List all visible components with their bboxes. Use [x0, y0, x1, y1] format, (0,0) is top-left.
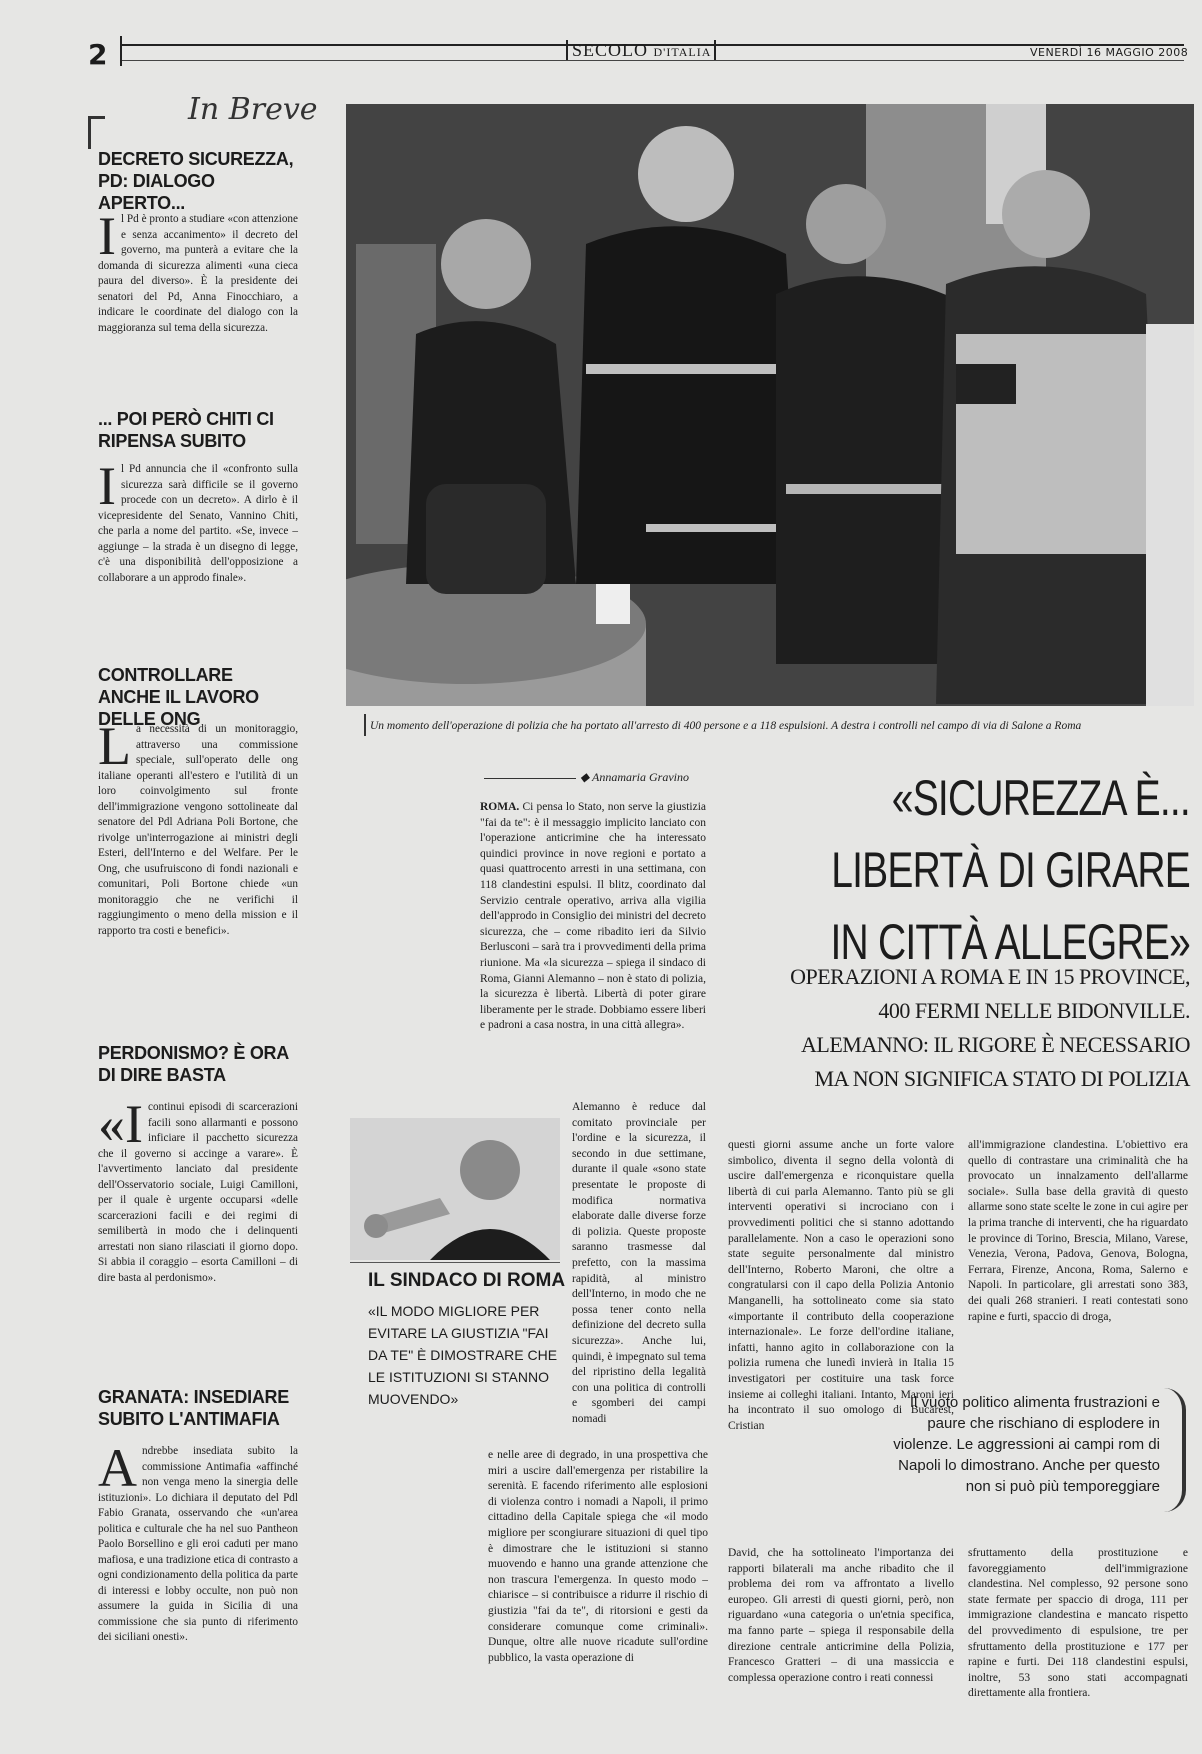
- subhead-line-3: ALEMANNO: IL RIGORE È NECESSARIO: [801, 1032, 1190, 1057]
- headline-line-3: IN CITTÀ ALLEGRE»: [830, 914, 1190, 970]
- brief-text-5: ndrebbe insediata subito la commissione Antimafia «affinché non venga meno la sinergia delle istituzioni». Lo dichiara il deputato del Pdl Fabio Granata, osservando che «un'area politica e culturale che ha nel suo Pantheon Paolo Borsellino e gli eroi caduti per mano mafiosa, e una tradizione etica di contrasto a ogni condizionamento della politica da parte di interessi e lobby occulte, non può non assumere la guida in Sicilia di una commissione che sia punto di riferimento dei siciliani onesti».: [98, 1445, 298, 1643]
- article-col-2-text-a: questi giorni assume anche un forte valore simbolico, diventa il segno della volontà di uscire dall'emergenza e riconquistare quella libertà di cui parla Alemanno. Tanto più se gli interventi operativi si incrociano con i provvedimenti politici che si stanno adottando parallelamente. Non a caso le operazioni sono state seguite personalmente dal ministro dell'Interno, Roberto Maroni, che oltre a congratularsi con il capo della Polizia Antonio Manganelli, ha sottolineato come sia stato «importante il contributo della cooperazione internazionale». Le forze dell'ordine italiane, infatti, hanno agito in collaborazione con la polizia rumena che lunedì invierà in Italia 15 investigatori per costituire una task force insieme ai colleghi italiani. Intanto, Maroni ieri ha incontrato il suo omologo di Bucarest, Cristian: [728, 1139, 954, 1432]
- main-news-photo: [346, 104, 1194, 706]
- paper-name: SECOLO: [572, 40, 649, 60]
- brief-dropcap-4: «I: [98, 1094, 143, 1154]
- byline-rule: [484, 778, 576, 779]
- masthead-divider-left: [566, 40, 568, 60]
- article-col-1-text: Ci pensa lo Stato, non serve la giustizia "fai da te": è il messaggio implicito lanciato con l'operazione anticrimine che ha interessato quindici province in nove regioni e portato a quasi quattrocento arresti in una settimana, con 118 clandestini espulsi. Il blitz, coordinato dal Servizio centrale operativo, arriva alla vigilia dell'approdo in Consiglio dei ministri del decreto sicurezza, che – come ribadito ieri da Silvio Berlusconi – sarà tra i provvedimenti della prima riunione. Ma «la sicurezza – spiega il sindaco di Roma, Gianni Alemanno – non è stato di polizia, la sicurezza è libertà. Libertà di poter girare liberamente per le strade. Dobbiamo essere liberi e padroni a casa nostra, in una città allegra».: [480, 801, 707, 1032]
- brief-title-2: ... POI PERÒ CHITI CI RIPENSA SUBITO: [98, 409, 274, 451]
- brief-dropcap-1: I: [98, 206, 116, 266]
- brief-dropcap-2: I: [98, 456, 116, 516]
- article-col-1-bottom: e nelle aree di degrado, in una prospettiva che miri a uscire dall'emergenza per ristabilire la serenità. E facendo riferimento alle esplosioni di violenza contro i nomadi a Napoli, il primo cittadino della Capitale spiega che «il modo migliore per scongiurare situazioni di quel tipo è dimostrare che le istituzioni si stanno muovendo e hanno una grande attenzione che non trascura l'emergenza. In questo modo – chiarisce – si contribuisce a ridurre il rischio di giustizia "fai da te", di ritorsioni e gesti da considerare comunque come criminali». Dunque, oltre alle nuove ricadute sull'ordine pubblico, la vasta operazione di: [488, 1449, 708, 1664]
- brief-title-3: CONTROLLARE ANCHE IL LAVORO DELLE ONG: [98, 665, 259, 729]
- byline-author: Annamaria Gravino: [592, 770, 690, 784]
- caption-bar: [364, 714, 366, 736]
- article-col-3-top: all'immigrazione clandestina. L'obiettivo era quello di contrastare una criminalità che ha provocato un innalzamento dell'allarme sociale». Sulla base della gravità di questo allarme sono state scelte le zone in cui agire per la prima tranche di interventi, che ha riguardato le province di Torino, Brescia, Milano, Varese, Venezia, Verona, Padova, Genova, Bologna, Ferrara, Firenze, Ancona, Roma, Salerno e Napoli. In particolare, gli arrestati sono 383, dei quali 268 stranieri. I reati contestati sono rapine e furti, spaccio di droga,: [968, 1139, 1188, 1323]
- brief-dropcap-3: L: [98, 716, 131, 776]
- brief-body-5: [98, 1438, 298, 1646]
- pull-quote-brace: [1164, 1388, 1186, 1512]
- article-col-2-top: [728, 1138, 954, 1434]
- police-operation-illustration: [346, 104, 1194, 706]
- paper-suffix: D'ITALIA: [653, 45, 712, 59]
- subhead-line-1: OPERAZIONI A ROMA E IN 15 PROVINCE,: [790, 964, 1190, 989]
- brief-title-1: DECRETO SICUREZZA, PD: DIALOGO APERTO...: [98, 149, 294, 213]
- issue-date: VENERDÌ 16 MAGGIO 2008: [1030, 46, 1189, 59]
- masthead-divider-right: [714, 40, 716, 60]
- article-col-2-bottom: David, che ha sottolineato l'importanza dei rapporti bilaterali ma anche ribadito che il problema dei rom va affrontato a livello europeo. Gli arresti di questi giorni, però, non riguardano «una categoria o un'etnia specifica, ma fanno parte – spiega il responsabile della direzione centrale anticrimine della Polizia, Francesco Gratteri – di una massiccia e complessa operazione contro i reati connessi: [728, 1547, 954, 1684]
- article-byline: ◆ Annamaria Gravino: [580, 770, 690, 784]
- brief-body-1: [98, 206, 298, 336]
- sidebar-rule: [350, 1262, 560, 1263]
- article-headline: [823, 762, 1190, 978]
- brief-dropcap-5: A: [98, 1438, 137, 1498]
- headline-line-1: «SICUREZZA È...: [891, 770, 1190, 826]
- brief-body-3: [98, 716, 298, 939]
- brief-title-5: GRANATA: INSEDIARE SUBITO L'ANTIMAFIA: [98, 1387, 289, 1429]
- masthead-title: [572, 40, 711, 61]
- brief-body-4: [98, 1094, 298, 1286]
- article-col-1-narrow: Alemanno è reduce dal comitato provinciale per l'ordine e la sicurezza, il secondo in due settimane, durante il quale «sono state presentate le proposte di modifica normativa elaborate dalle diverse forze di polizia. Queste proposte saranno trasmesse dal prefetto, con la massima rapidità, al ministro dell'Interno, in modo che ne possa tener conto nella definizione del decreto sulla sicurezza». Anche lui, quindi, è impegnato sul tema del ripristino della legalità con una politica di controlli e sgomberi dei campi nomadi: [572, 1101, 706, 1425]
- brief-text-3: a necessità di un monitoraggio, attraverso una commissione speciale, sull'operato delle ong italiane operanti all'estero e l'utilità di un loro coinvolgimento sul fronte dell'immigrazione vengono sottolineate dal senatore del Pdl Adriana Poli Bortone, che rivolge un'interrogazione ai ministri degli Esteri, dell'Interno e del Welfare. Per le Ong, che usufruiscono di fondi nazionali e comunitari, Poli Bortone chiede «un monitoraggio che ne verifichi il raggiungimento o meno della mission e il rapporto tra costi e benefici».: [98, 723, 298, 937]
- headline-line-2: LIBERTÀ DI GIRARE: [831, 842, 1190, 898]
- pull-quote: Il vuoto politico alimenta frustrazioni e paure che rischiano di esplodere in violenze. Le aggressioni ai campi rom di Napoli lo dimostrano. Anche per questo non si può più temporeggiare: [893, 1394, 1160, 1495]
- brief-text-4: continui episodi di scarcerazioni facili sono allarmanti e possono inficiare il pacchetto sicurezza che il governo si accinge a varare». È l'avvertimento lanciato dal presidente dell'Osservatorio sociale, Luigi Camilloni, per il quale è urgente occuparsi «delle scarcerazioni facili e dei regimi di semilibertà in modo che i delinquenti arrestati non siano rilasciati il giorno dopo. Si abbia il coraggio – esorta Camilloni – di dire basta al perdonismo».: [98, 1101, 298, 1284]
- article-col-1-top: [480, 800, 706, 1034]
- subhead-line-2: 400 FERMI NELLE BIDONVILLE.: [878, 998, 1190, 1023]
- mayor-illustration: [350, 1118, 560, 1260]
- article-col-3-bottom: sfruttamento della prostituzione e favoreggiamento dell'immigrazione clandestina. Nel complesso, 92 persone sono state fermate per spaccio di droga, 111 per immigrazione clandestina e mancato rispetto del provvedimento di espulsione, tre per sfruttamento della prostituzione e 177 per rapine e furti. Dei 118 clandestini espulsi, inoltre, 53 sono stati accompagnati direttamente alla frontiera.: [968, 1547, 1188, 1700]
- brief-body-2: [98, 456, 298, 586]
- section-bracket: [88, 116, 105, 149]
- article-dateline: ROMA.: [480, 801, 520, 813]
- subhead-line-4: MA NON SIGNIFICA STATO DI POLIZIA: [814, 1066, 1190, 1091]
- brief-text-2: l Pd annuncia che il «confronto sulla sicurezza sarà difficile se il governo procede con un decreto». A dirlo è il vicepresidente del Senato, Vannino Chiti, che parla a nome del partito. «Se, invece – aggiunge – la strada è un disegno di legge, c'è una disponibilità dell'opposizione a collaborare a un approdo finale».: [98, 463, 298, 584]
- sidebar-title: IL SINDACO DI ROMA: [368, 1270, 566, 1291]
- sidebar-quote: «IL MODO MIGLIORE PER EVITARE LA GIUSTIZIA "FAI DA TE" È DIMOSTRARE CHE LE ISTITUZIONI SI STANNO MUOVENDO»: [368, 1303, 558, 1407]
- brief-text-1: l Pd è pronto a studiare «con attenzione e senza accanimento» il decreto del governo, ma punterà a evitare che la domanda di sicurezza alimenti «una cieca paura del diverso». È la presidente dei senatori del Pd, Anna Finocchiaro, a indicare le coordinate del dialogo con la maggioranza sul tema della sicurezza.: [98, 213, 298, 334]
- in-breve-label: In Breve: [188, 92, 318, 127]
- page-number: 2: [88, 38, 108, 71]
- brief-title-4: PERDONISMO? È ORA DI DIRE BASTA: [98, 1043, 289, 1085]
- article-subheadline: [700, 960, 1190, 1096]
- photo-caption: Un momento dell'operazione di polizia che ha portato all'arresto di 400 persone e a 118 espulsioni. A destra i controlli nel campo di via di Salone a Roma: [370, 720, 1082, 732]
- mayor-photo: [350, 1118, 560, 1260]
